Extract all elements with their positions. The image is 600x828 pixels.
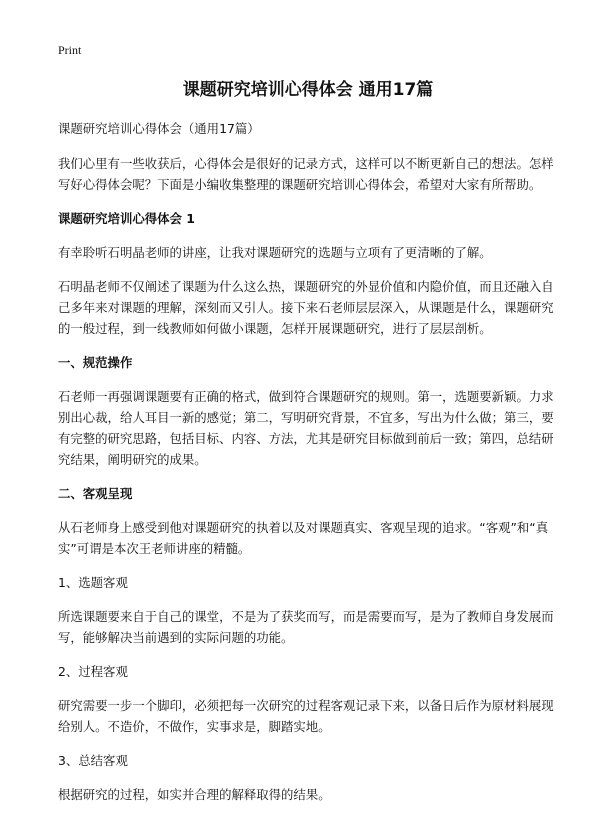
section-paragraph: 有幸聆听石明晶老师的讲座，让我对课题研究的选题与立项有了更清晰的了解。 xyxy=(58,245,492,260)
part-paragraph: 石老师一再强调课题要有正确的格式，做到符合课题研究的规则。第一，选题要新颖。力求别出心裁，给人耳目一新的感觉；第二，写明研究背景，不宜多，写出为什么做；第三，要有完整的研究思路，包括目标、内容、方法，尤其是研究目标做到前后一致；第四，总结研究结果，阐明研究的成果。 xyxy=(58,389,554,467)
item-paragraph: 研究需要一步一个脚印，必须把每一次研究的过程客观记录下来，以备日后作为原材料展现给别人。不造价，不做作，实事求是，脚踏实地。 xyxy=(58,698,554,734)
document-body xyxy=(58,118,558,818)
part-heading: 二、客观呈现 xyxy=(58,486,133,501)
item-label: 3、总结客观 xyxy=(58,753,128,768)
part-heading: 一、规范操作 xyxy=(58,355,133,370)
item-label: 1、选题客观 xyxy=(58,575,128,590)
section-paragraph: 石明晶老师不仅阐述了课题为什么这么热，课题研究的外显价值和内隐价值，而且还融入自己多年来对课题的理解，深刻而又引人。接下来石老师层层深入，从课题是什么，课题研究的一般过程，到一线教师如何做小课题，怎样开展课题研究，进行了层层剖析。 xyxy=(58,279,554,336)
document-title: 课题研究培训心得体会 通用17篇 xyxy=(182,80,434,100)
item-paragraph: 所选课题要来自于自己的课堂，不是为了获奖而写，而是需要而写，是为了教师自身发展而写，能够解决当前遇到的实际问题的功能。 xyxy=(58,609,554,645)
part-paragraph: 从石老师身上感受到他对课题研究的执着以及对课题真实、客观呈现的追求。“客观”和“真实”可谓是本次王老师讲座的精髓。 xyxy=(58,520,549,556)
item-label: 2、过程客观 xyxy=(58,664,128,679)
section-heading: 课题研究培训心得体会 1 xyxy=(58,211,195,226)
document-subtitle: 课题研究培训心得体会（通用17篇） xyxy=(58,121,260,136)
intro-paragraph: 我们心里有一些收获后，心得体会是很好的记录方式，这样可以不断更新自己的想法。怎样写好心得体会呢？下面是小编收集整理的课题研究培训心得体会，希望对大家有所帮助。 xyxy=(58,156,554,192)
item-paragraph: 根据研究的过程，如实并合理的解释取得的结果。 xyxy=(58,787,331,802)
print-label: Print xyxy=(58,43,82,57)
